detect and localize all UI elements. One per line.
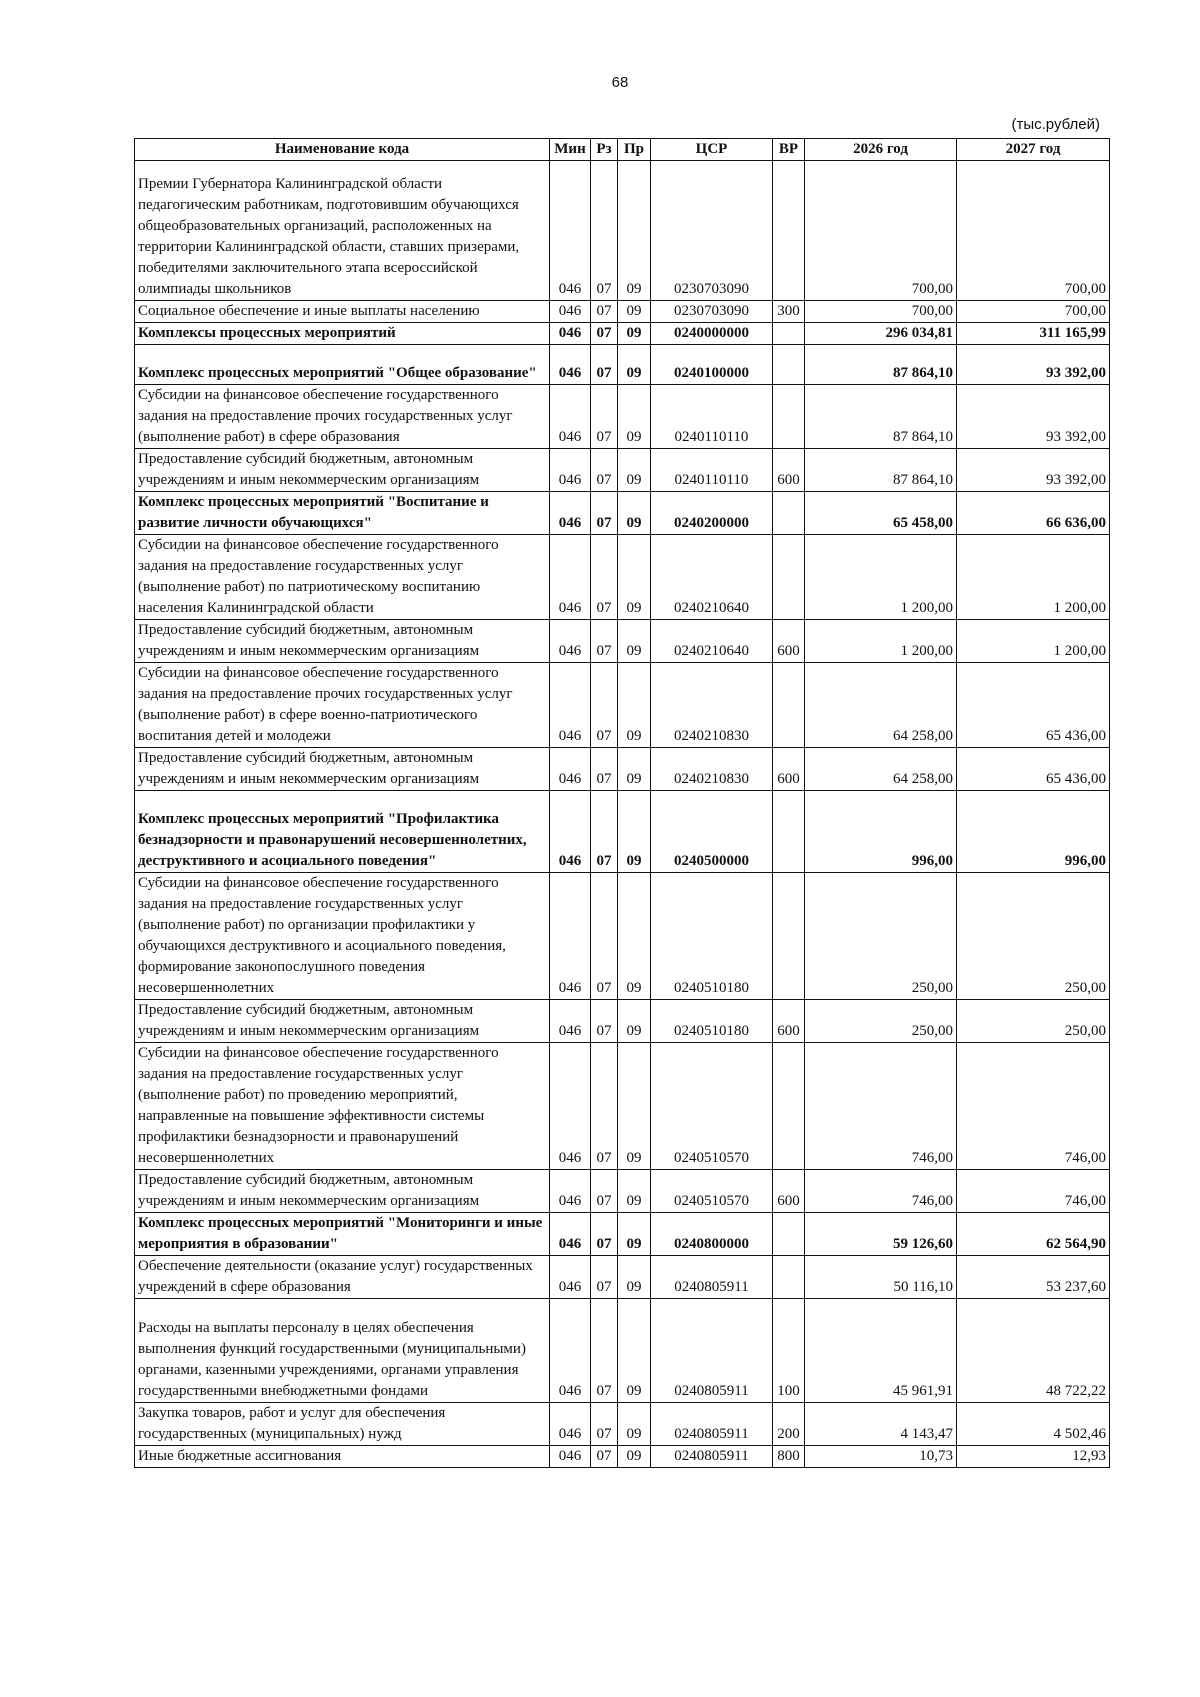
table-row — [135, 1043, 1110, 1170]
table-row — [135, 535, 1110, 620]
row-rz-cell: 07 — [591, 1256, 618, 1299]
row-csr-cell: 0240000000 — [651, 323, 773, 345]
row-pr-cell: 09 — [618, 1213, 651, 1256]
row-csr-cell: 0230703090 — [651, 301, 773, 323]
table-row — [135, 1299, 1110, 1403]
row-2026-value: 59 126,60 — [805, 1213, 957, 1256]
row-min-cell: 046 — [550, 1403, 591, 1446]
column-header: 2027 год — [957, 139, 1110, 161]
row-rz-cell: 07 — [591, 1299, 618, 1403]
table-row — [135, 873, 1110, 1000]
row-name-cell: Премии Губернатора Калининградской области педагогическим работникам, подготовившим обучающихся общеобразовательных организаций, расположенных на территории Калининградской области, ставших призерами, победителями заключительного этапа всероссийской олимпиады школьников — [135, 161, 550, 301]
row-rz-cell: 07 — [591, 1170, 618, 1213]
row-rz-cell: 07 — [591, 620, 618, 663]
row-2026-value: 700,00 — [805, 161, 957, 301]
row-csr-cell: 0240210640 — [651, 535, 773, 620]
row-min-cell: 046 — [550, 791, 591, 873]
table-row — [135, 748, 1110, 791]
row-min-cell: 046 — [550, 1213, 591, 1256]
row-vr-cell — [773, 873, 805, 1000]
row-name-cell: Иные бюджетные ассигнования — [135, 1446, 550, 1468]
row-2027-value: 311 165,99 — [957, 323, 1110, 345]
row-rz-cell: 07 — [591, 161, 618, 301]
row-min-cell: 046 — [550, 161, 591, 301]
row-csr-cell: 0240805911 — [651, 1256, 773, 1299]
row-pr-cell: 09 — [618, 1170, 651, 1213]
row-name-cell: Предоставление субсидий бюджетным, автономным учреждениям и иным некоммерческим организациям — [135, 1170, 550, 1213]
row-pr-cell: 09 — [618, 873, 651, 1000]
row-2026-value: 50 116,10 — [805, 1256, 957, 1299]
table-body — [135, 161, 1110, 1468]
row-csr-cell: 0240210830 — [651, 748, 773, 791]
row-2026-value: 746,00 — [805, 1043, 957, 1170]
row-pr-cell: 09 — [618, 1256, 651, 1299]
row-2026-value: 87 864,10 — [805, 385, 957, 449]
row-2026-value: 87 864,10 — [805, 449, 957, 492]
row-name-cell: Предоставление субсидий бюджетным, автономным учреждениям и иным некоммерческим организациям — [135, 620, 550, 663]
table-row — [135, 385, 1110, 449]
row-2027-value: 66 636,00 — [957, 492, 1110, 535]
column-header: 2026 год — [805, 139, 957, 161]
row-name-cell: Субсидии на финансовое обеспечение государственного задания на предоставление государственных услуг (выполнение работ) по патриотическому воспитанию населения Калининградской области — [135, 535, 550, 620]
row-2026-value: 1 200,00 — [805, 535, 957, 620]
row-csr-cell: 0240805911 — [651, 1446, 773, 1468]
table-row — [135, 492, 1110, 535]
row-csr-cell: 0240210640 — [651, 620, 773, 663]
row-min-cell: 046 — [550, 620, 591, 663]
row-2027-value: 65 436,00 — [957, 663, 1110, 748]
row-vr-cell — [773, 1043, 805, 1170]
row-pr-cell: 09 — [618, 1043, 651, 1170]
row-vr-cell — [773, 1213, 805, 1256]
table-row — [135, 791, 1110, 873]
row-min-cell: 046 — [550, 1043, 591, 1170]
column-header: ЦСР — [651, 139, 773, 161]
row-rz-cell: 07 — [591, 1446, 618, 1468]
row-vr-cell: 300 — [773, 301, 805, 323]
row-2026-value: 746,00 — [805, 1170, 957, 1213]
table-row — [135, 161, 1110, 301]
row-vr-cell: 200 — [773, 1403, 805, 1446]
row-rz-cell: 07 — [591, 345, 618, 385]
row-name-cell: Субсидии на финансовое обеспечение государственного задания на предоставление государственных услуг (выполнение работ) по проведению мероприятий, направленные на повышение эффективности системы профилактики безнадзорности и правонарушений несовершеннолетних — [135, 1043, 550, 1170]
row-name-cell: Закупка товаров, работ и услуг для обеспечения государственных (муниципальных) нужд — [135, 1403, 550, 1446]
row-2027-value: 250,00 — [957, 873, 1110, 1000]
column-header: ВР — [773, 139, 805, 161]
row-2026-value: 250,00 — [805, 1000, 957, 1043]
row-2027-value: 1 200,00 — [957, 620, 1110, 663]
budget-table — [134, 138, 1110, 1468]
row-rz-cell: 07 — [591, 492, 618, 535]
row-min-cell: 046 — [550, 449, 591, 492]
row-csr-cell: 0240510180 — [651, 1000, 773, 1043]
table-row — [135, 1403, 1110, 1446]
row-vr-cell: 600 — [773, 1000, 805, 1043]
row-vr-cell — [773, 385, 805, 449]
row-name-cell: Комплекс процессных мероприятий "Профилактика безнадзорности и правонарушений несовершеннолетних, деструктивного и асоциального поведения" — [135, 791, 550, 873]
row-csr-cell: 0240510180 — [651, 873, 773, 1000]
row-csr-cell: 0240200000 — [651, 492, 773, 535]
row-pr-cell: 09 — [618, 1446, 651, 1468]
row-min-cell: 046 — [550, 1256, 591, 1299]
row-csr-cell: 0240510570 — [651, 1043, 773, 1170]
row-rz-cell: 07 — [591, 323, 618, 345]
row-vr-cell — [773, 323, 805, 345]
row-2026-value: 700,00 — [805, 301, 957, 323]
row-2026-value: 87 864,10 — [805, 345, 957, 385]
row-2026-value: 296 034,81 — [805, 323, 957, 345]
row-2027-value: 1 200,00 — [957, 535, 1110, 620]
row-rz-cell: 07 — [591, 535, 618, 620]
row-vr-cell — [773, 791, 805, 873]
row-csr-cell: 0240805911 — [651, 1403, 773, 1446]
table-row — [135, 1213, 1110, 1256]
row-rz-cell: 07 — [591, 1403, 618, 1446]
row-name-cell: Предоставление субсидий бюджетным, автономным учреждениям и иным некоммерческим организациям — [135, 449, 550, 492]
row-vr-cell: 600 — [773, 748, 805, 791]
row-vr-cell: 100 — [773, 1299, 805, 1403]
row-2026-value: 1 200,00 — [805, 620, 957, 663]
row-2026-value: 996,00 — [805, 791, 957, 873]
row-name-cell: Социальное обеспечение и иные выплаты населению — [135, 301, 550, 323]
row-vr-cell — [773, 663, 805, 748]
table-header-row — [135, 139, 1110, 161]
row-2027-value: 996,00 — [957, 791, 1110, 873]
row-name-cell: Обеспечение деятельности (оказание услуг) государственных учреждений в сфере образования — [135, 1256, 550, 1299]
row-vr-cell — [773, 492, 805, 535]
row-min-cell: 046 — [550, 1170, 591, 1213]
row-min-cell: 046 — [550, 492, 591, 535]
table-row — [135, 663, 1110, 748]
row-min-cell: 046 — [550, 873, 591, 1000]
row-name-cell: Комплексы процессных мероприятий — [135, 323, 550, 345]
row-min-cell: 046 — [550, 535, 591, 620]
row-vr-cell — [773, 161, 805, 301]
row-min-cell: 046 — [550, 345, 591, 385]
row-min-cell: 046 — [550, 323, 591, 345]
row-name-cell: Комплекс процессных мероприятий "Общее образование" — [135, 345, 550, 385]
row-pr-cell: 09 — [618, 161, 651, 301]
row-name-cell: Субсидии на финансовое обеспечение государственного задания на предоставление государственных услуг (выполнение работ) по организации профилактики у обучающихся деструктивного и асоциального поведения, формирование законопослушного поведения несовершеннолетних — [135, 873, 550, 1000]
row-2026-value: 65 458,00 — [805, 492, 957, 535]
row-rz-cell: 07 — [591, 748, 618, 791]
row-name-cell: Субсидии на финансовое обеспечение государственного задания на предоставление прочих государственных услуг (выполнение работ) в сфере военно-патриотического воспитания детей и молодежи — [135, 663, 550, 748]
row-rz-cell: 07 — [591, 791, 618, 873]
table-row — [135, 1256, 1110, 1299]
row-name-cell: Субсидии на финансовое обеспечение государственного задания на предоставление прочих государственных услуг (выполнение работ) в сфере образования — [135, 385, 550, 449]
row-pr-cell: 09 — [618, 301, 651, 323]
row-2027-value: 62 564,90 — [957, 1213, 1110, 1256]
row-csr-cell: 0240500000 — [651, 791, 773, 873]
row-2026-value: 250,00 — [805, 873, 957, 1000]
column-header: Рз — [591, 139, 618, 161]
row-name-cell: Расходы на выплаты персоналу в целях обеспечения выполнения функций государственными (муниципальными) органами, казенными учреждениями, органами управления государственными внебюджетными фондами — [135, 1299, 550, 1403]
row-pr-cell: 09 — [618, 791, 651, 873]
row-pr-cell: 09 — [618, 1000, 651, 1043]
table-row — [135, 323, 1110, 345]
column-header: Мин — [550, 139, 591, 161]
row-pr-cell: 09 — [618, 620, 651, 663]
column-header: Наименование кода — [135, 139, 550, 161]
row-rz-cell: 07 — [591, 449, 618, 492]
row-name-cell: Комплекс процессных мероприятий "Воспитание и развитие личности обучающихся" — [135, 492, 550, 535]
row-csr-cell: 0240110110 — [651, 449, 773, 492]
row-2027-value: 700,00 — [957, 301, 1110, 323]
row-vr-cell — [773, 535, 805, 620]
row-pr-cell: 09 — [618, 663, 651, 748]
row-pr-cell: 09 — [618, 345, 651, 385]
row-2026-value: 64 258,00 — [805, 748, 957, 791]
row-vr-cell: 600 — [773, 620, 805, 663]
row-rz-cell: 07 — [591, 1213, 618, 1256]
row-2027-value: 93 392,00 — [957, 385, 1110, 449]
row-min-cell: 046 — [550, 1000, 591, 1043]
row-csr-cell: 0240510570 — [651, 1170, 773, 1213]
row-min-cell: 046 — [550, 301, 591, 323]
row-rz-cell: 07 — [591, 385, 618, 449]
row-2027-value: 48 722,22 — [957, 1299, 1110, 1403]
row-csr-cell: 0240100000 — [651, 345, 773, 385]
row-2027-value: 12,93 — [957, 1446, 1110, 1468]
row-csr-cell: 0230703090 — [651, 161, 773, 301]
row-rz-cell: 07 — [591, 873, 618, 1000]
row-2027-value: 746,00 — [957, 1170, 1110, 1213]
row-2026-value: 64 258,00 — [805, 663, 957, 748]
row-name-cell: Предоставление субсидий бюджетным, автономным учреждениям и иным некоммерческим организациям — [135, 748, 550, 791]
row-pr-cell: 09 — [618, 449, 651, 492]
table-row — [135, 301, 1110, 323]
row-2026-value: 4 143,47 — [805, 1403, 957, 1446]
row-min-cell: 046 — [550, 663, 591, 748]
row-vr-cell — [773, 345, 805, 385]
page-number: 68 — [611, 74, 629, 91]
row-rz-cell: 07 — [591, 301, 618, 323]
row-pr-cell: 09 — [618, 748, 651, 791]
row-2027-value: 93 392,00 — [957, 449, 1110, 492]
row-2027-value: 250,00 — [957, 1000, 1110, 1043]
units-label: (тыс.рублей) — [1011, 116, 1100, 133]
row-pr-cell: 09 — [618, 535, 651, 620]
row-vr-cell: 600 — [773, 1170, 805, 1213]
table-row — [135, 345, 1110, 385]
row-2026-value: 10,73 — [805, 1446, 957, 1468]
row-2027-value: 65 436,00 — [957, 748, 1110, 791]
row-csr-cell: 0240210830 — [651, 663, 773, 748]
row-rz-cell: 07 — [591, 1043, 618, 1170]
row-2027-value: 4 502,46 — [957, 1403, 1110, 1446]
table-row — [135, 1446, 1110, 1468]
table-row — [135, 620, 1110, 663]
row-min-cell: 046 — [550, 1299, 591, 1403]
row-2027-value: 93 392,00 — [957, 345, 1110, 385]
table-row — [135, 1000, 1110, 1043]
row-min-cell: 046 — [550, 1446, 591, 1468]
row-name-cell: Комплекс процессных мероприятий "Мониторинги и иные мероприятия в образовании" — [135, 1213, 550, 1256]
row-2027-value: 746,00 — [957, 1043, 1110, 1170]
column-header: Пр — [618, 139, 651, 161]
row-csr-cell: 0240800000 — [651, 1213, 773, 1256]
row-csr-cell: 0240805911 — [651, 1299, 773, 1403]
row-rz-cell: 07 — [591, 663, 618, 748]
row-pr-cell: 09 — [618, 492, 651, 535]
row-name-cell: Предоставление субсидий бюджетным, автономным учреждениям и иным некоммерческим организациям — [135, 1000, 550, 1043]
row-vr-cell: 600 — [773, 449, 805, 492]
row-2027-value: 700,00 — [957, 161, 1110, 301]
table-row — [135, 449, 1110, 492]
row-min-cell: 046 — [550, 748, 591, 791]
row-vr-cell — [773, 1256, 805, 1299]
row-2026-value: 45 961,91 — [805, 1299, 957, 1403]
row-pr-cell: 09 — [618, 1299, 651, 1403]
row-pr-cell: 09 — [618, 1403, 651, 1446]
row-2027-value: 53 237,60 — [957, 1256, 1110, 1299]
row-min-cell: 046 — [550, 385, 591, 449]
row-csr-cell: 0240110110 — [651, 385, 773, 449]
row-vr-cell: 800 — [773, 1446, 805, 1468]
row-pr-cell: 09 — [618, 385, 651, 449]
row-pr-cell: 09 — [618, 323, 651, 345]
table-row — [135, 1170, 1110, 1213]
row-rz-cell: 07 — [591, 1000, 618, 1043]
